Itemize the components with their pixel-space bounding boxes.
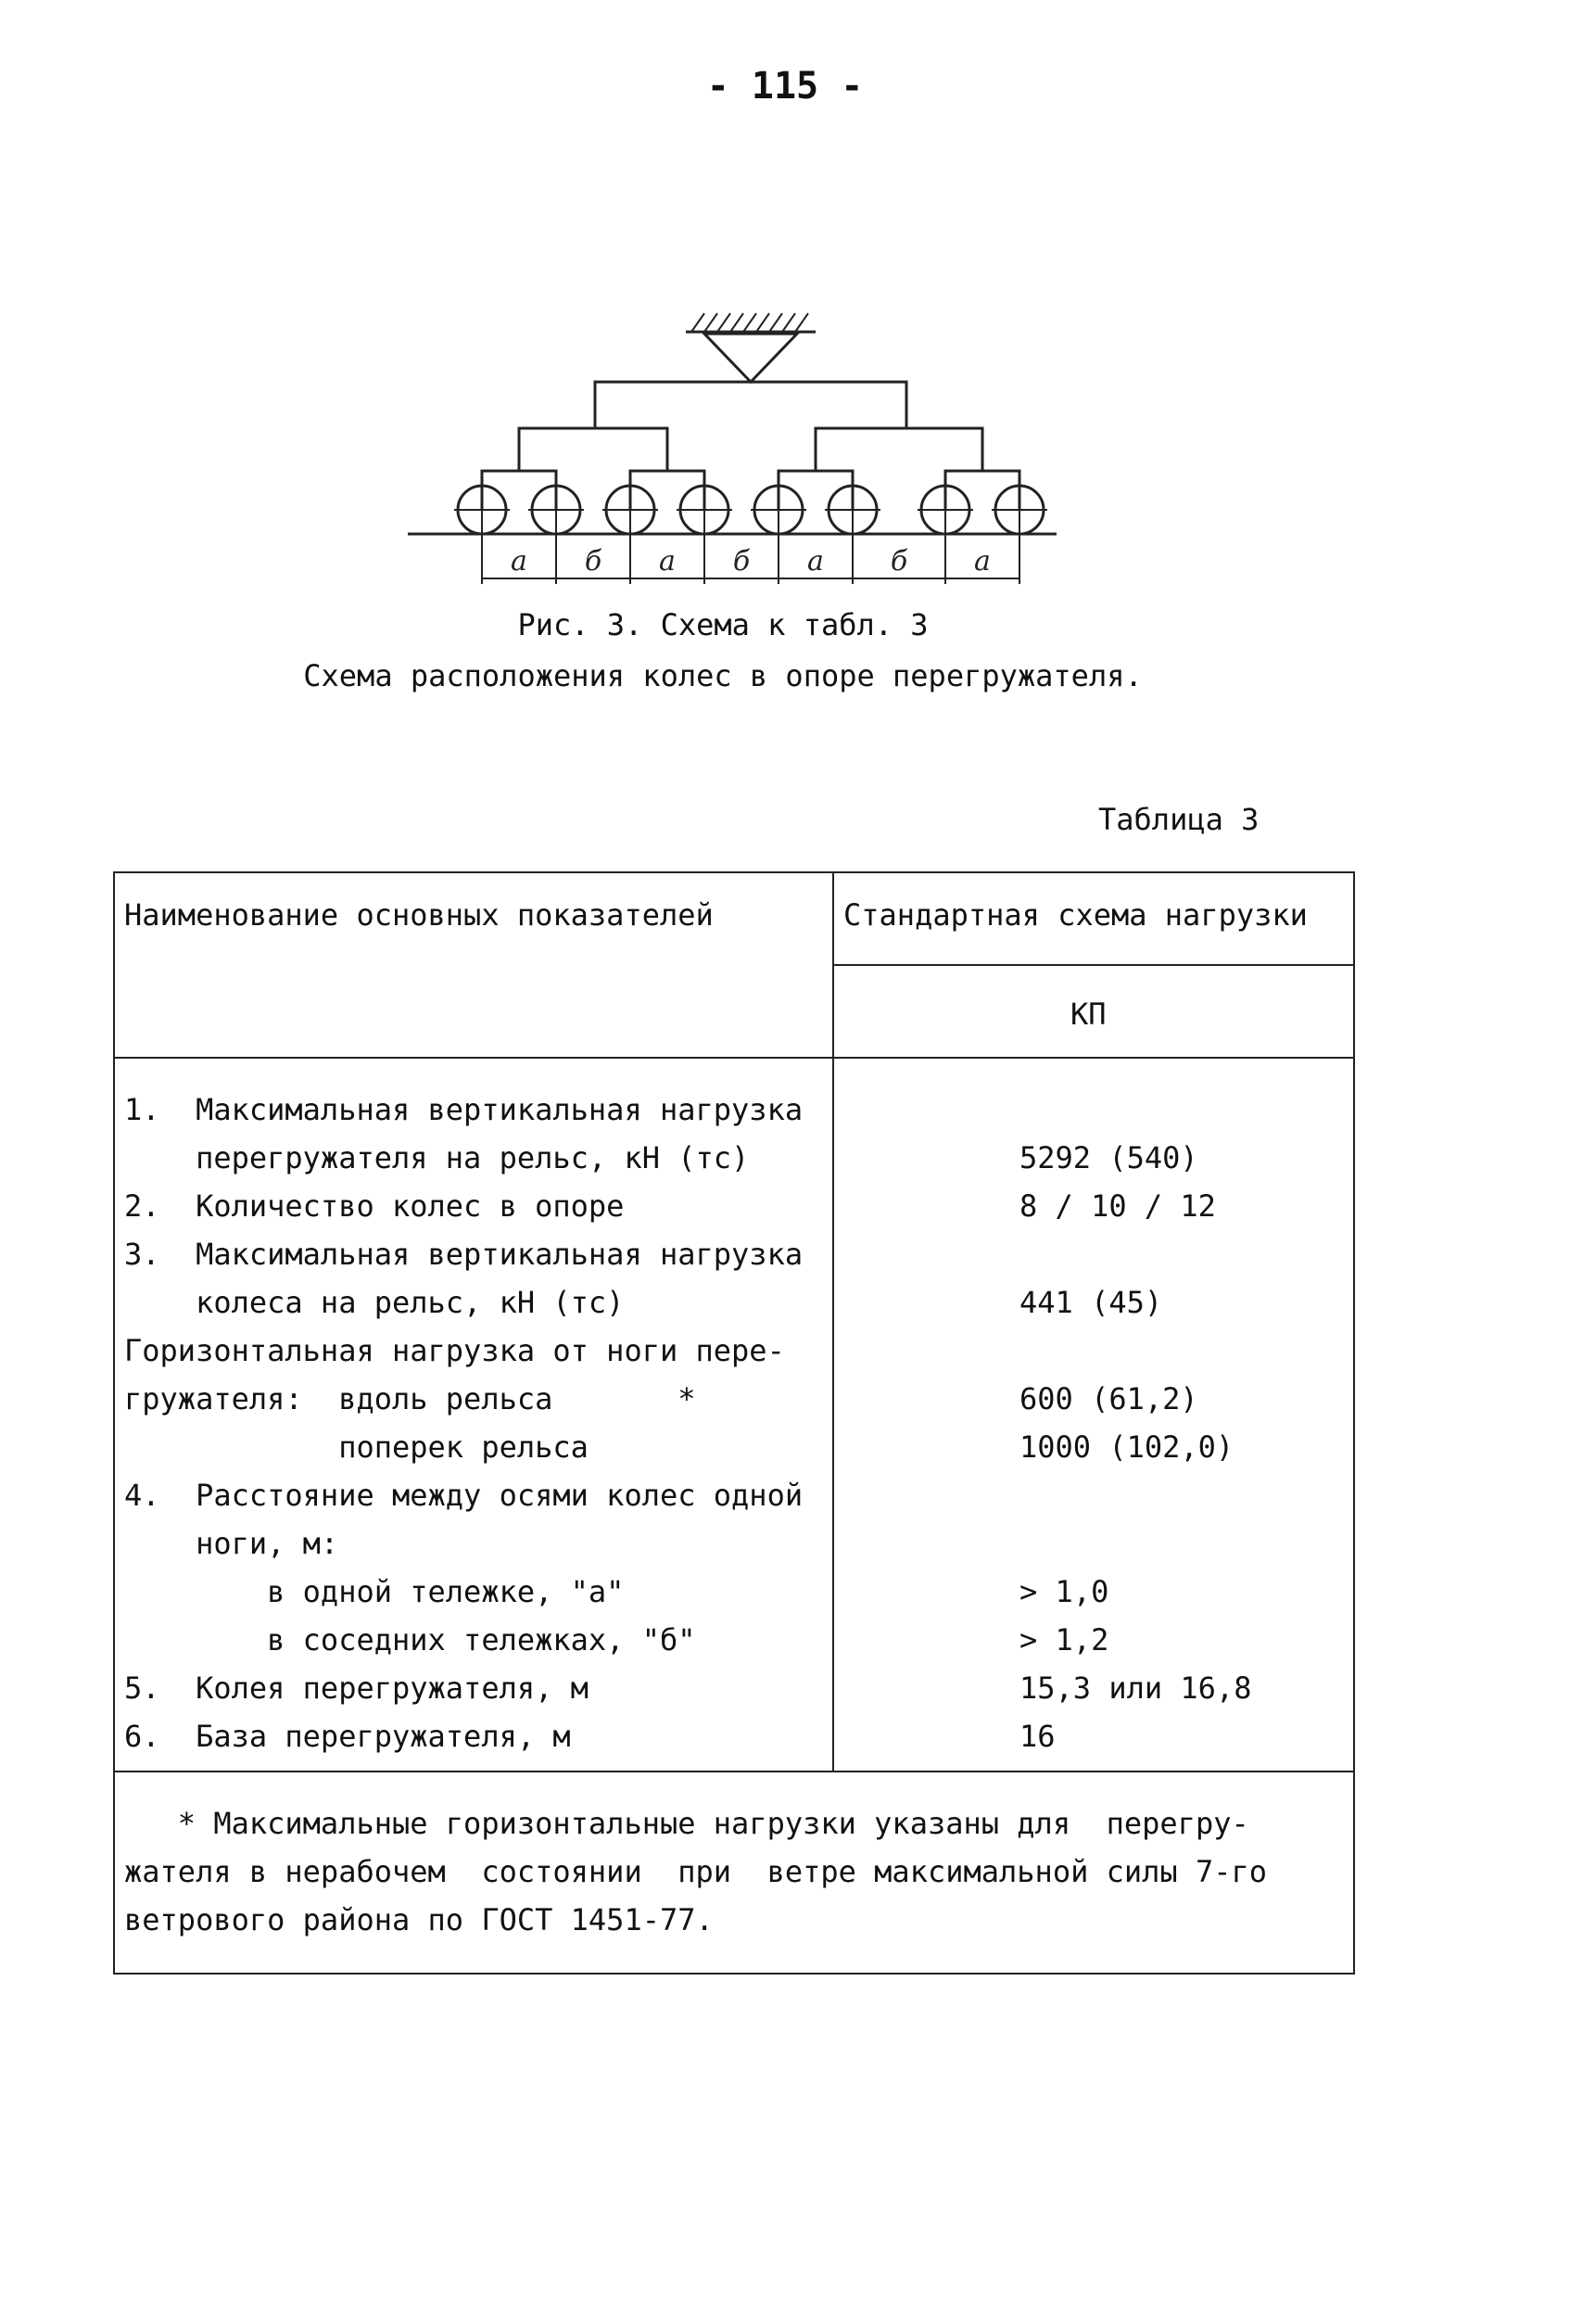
table-row-label: 1. Максимальная вертикальная нагрузка xyxy=(124,1092,804,1127)
header-col1: Наименование основных показателей xyxy=(124,897,714,933)
table-row-label: 5. Колея перегружателя, м xyxy=(124,1670,589,1706)
table-row-value: 1000 (102,0) xyxy=(1019,1429,1234,1465)
table-row-label: в соседних тележках, "б" xyxy=(124,1622,696,1657)
figure-caption-line2: Схема расположения колес в опоре перегружателя. xyxy=(303,658,1143,693)
page-number: - 115 - xyxy=(706,65,864,108)
wheel-arrangement-diagram xyxy=(389,306,1094,584)
table-row-value: 8 / 10 / 12 xyxy=(1019,1188,1216,1224)
table-row-label: гружателя: вдоль рельса * xyxy=(124,1381,696,1416)
table-row-label: 6. База перегружателя, м xyxy=(124,1719,571,1754)
footnote-divider xyxy=(113,1771,1355,1772)
header-col2: Стандартная схема нагрузки xyxy=(843,897,1308,933)
dim-label-a: а xyxy=(807,545,824,578)
table-row-label: колеса на рельс, кН (тс) xyxy=(124,1285,625,1320)
table-column-divider xyxy=(832,871,834,1771)
dim-label-a: а xyxy=(974,545,991,578)
figure-caption-line1: Рис. 3. Схема к табл. 3 xyxy=(517,607,929,642)
table-title: Таблица 3 xyxy=(1098,802,1260,837)
table-row-label: Горизонтальная нагрузка от ноги пере- xyxy=(124,1333,785,1368)
dim-label-a: а xyxy=(659,545,676,578)
header-sub-divider xyxy=(834,964,1355,966)
dim-label-a: а xyxy=(511,545,527,578)
table-row-label: поперек рельса xyxy=(124,1429,589,1465)
table-row-label: 3. Максимальная вертикальная нагрузка xyxy=(124,1237,804,1272)
table-row-label: перегружателя на рельс, кН (тс) xyxy=(124,1140,750,1175)
table-row-label: в одной тележке, "а" xyxy=(124,1574,625,1609)
dim-label-b: б xyxy=(732,545,751,578)
table-row-value: 600 (61,2) xyxy=(1019,1381,1198,1416)
header-divider xyxy=(113,1057,1355,1059)
table-row-value: 15,3 или 16,8 xyxy=(1019,1670,1252,1706)
table-row-value: 16 xyxy=(1019,1719,1056,1754)
table-row-label: 2. Количество колес в опоре xyxy=(124,1188,625,1224)
header-sub-kp: КП xyxy=(1070,997,1107,1032)
table-row-label: ноги, м: xyxy=(124,1526,339,1561)
footnote-line3: ветрового района по ГОСТ 1451-77. xyxy=(124,1902,714,1937)
table-row-value: > 1,0 xyxy=(1019,1574,1109,1609)
table-row-value: 5292 (540) xyxy=(1019,1140,1198,1175)
footnote-line1: * Максимальные горизонтальные нагрузки указаны для перегру- xyxy=(124,1806,1249,1841)
footnote-line2: жателя в нерабочем состоянии при ветре максимальной силы 7-го xyxy=(124,1854,1267,1889)
table-row-label: 4. Расстояние между осями колес одной xyxy=(124,1478,804,1513)
table-row-value: > 1,2 xyxy=(1019,1622,1109,1657)
table-row-value: 441 (45) xyxy=(1019,1285,1163,1320)
dim-label-b: б xyxy=(890,545,908,578)
dim-label-b: б xyxy=(584,545,602,578)
